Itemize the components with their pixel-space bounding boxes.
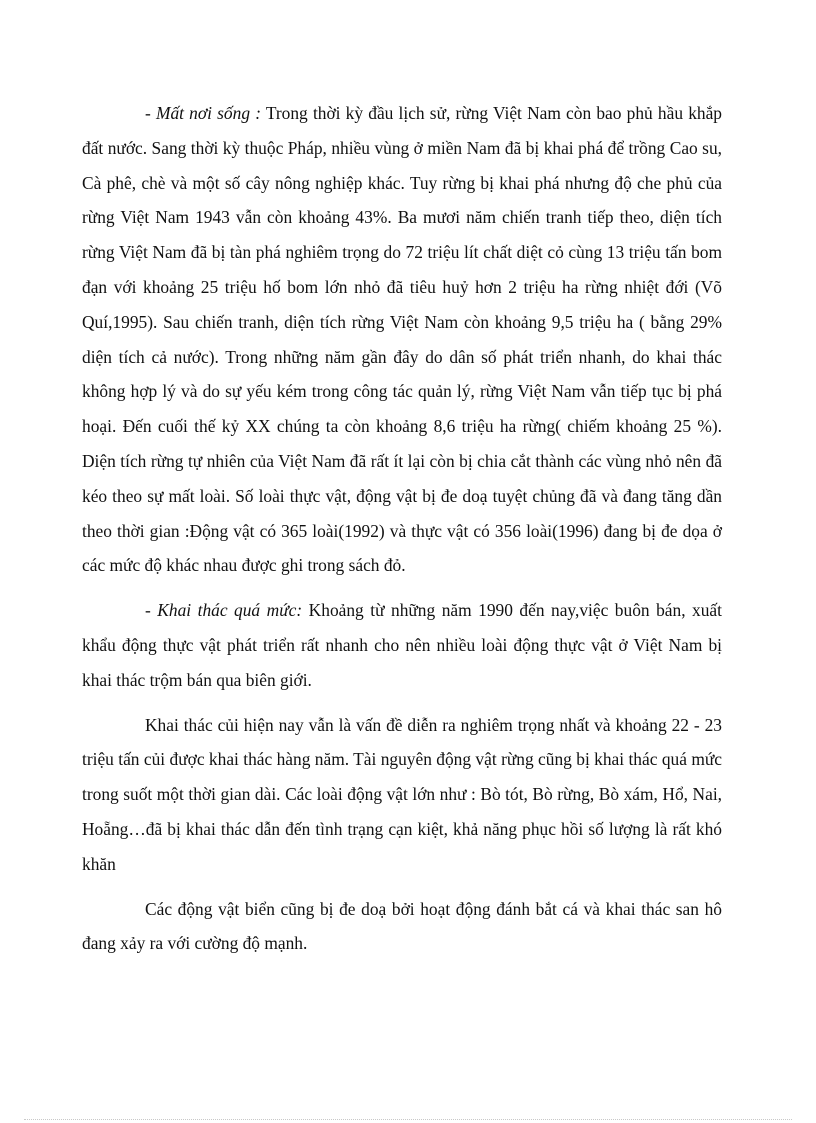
- paragraph-lead-habitat-loss: - Mất nơi sống :: [145, 103, 261, 123]
- paragraph-lead-overexploitation: - Khai thác quá mức:: [145, 600, 303, 621]
- page-bottom-divider: [24, 1119, 792, 1120]
- document-page: [82, 96, 722, 961]
- paragraph-marine: Các động vật biển cũng bị đe doạ bởi hoạt động đánh bắt cá và khai thác san hô đang xảy ra với cường độ mạnh.: [82, 898, 722, 954]
- paragraph-body-habitat-loss: Trong thời kỳ đầu lịch sử, rừng Việt Nam còn bao phủ hầu khắp đất nước. Sang thời kỳ thuộc Pháp, nhiều vùng ở miền Nam đã bị khai phá để trồng Cao su, Cà phê, chè và một số cây nông nghiệp khác. Tuy rừng bị khai phá nhưng độ che phủ của rừng Việt Nam 1943 vẫn còn khoảng 43%. Ba mươi năm chiến tranh tiếp theo, diện tích rừng Việt Nam đã bị tàn phá nghiêm trọng do 72 triệu lít chất diệt cỏ cùng 13 triệu tấn bom đạn với khoảng 25 triệu hố bom lớn nhỏ đã tiêu huỷ hơn 2 triệu ha rừng nhiệt đới (Võ Quí,1995). Sau chiến tranh, diện tích rừng Việt Nam còn khoảng 9,5 triệu ha ( bằng 29% diện tích cả nước). Trong những năm gần đây do dân số phát triển nhanh, do khai thác không hợp lý và do sự yếu kém trong công tác quản lý, rừng Việt Nam vẫn tiếp tục bị phá hoại. Đến cuối thế kỷ XX chúng ta còn khoảng 8,6 triệu ha rừng( chiếm khoảng 25 %). Diện tích rừng tự nhiên của Việt Nam đã rất ít lại còn bị chia cắt thành các vùng nhỏ nên đã kéo theo sự mất loài. Số loài thực vật, động vật bị đe doạ tuyệt chủng đã và đang tăng dần theo thời gian :Động vật có 365 loài(1992) và thực vật có 356 loài(1996) đang bị đe dọa ở các mức độ khác nhau được ghi trong sách đỏ.: [82, 103, 723, 576]
- paragraph-habitat-loss: [82, 96, 722, 583]
- paragraph-overexploitation: [82, 593, 722, 697]
- paragraph-firewood: Khai thác củi hiện nay vẫn là vấn đề diễn ra nghiêm trọng nhất và khoảng 22 - 23 triệu tấn củi được khai thác hàng năm. Tài nguyên động vật rừng cũng bị khai thác quá mức trong suốt một thời gian dài. Các loài động vật lớn như : Bò tót, Bò rừng, Bò xám, Hổ, Nai, Hoẵng…đã bị khai thác dẫn đến tình trạng cạn kiệt, khả năng phục hồi số lượng là rất khó khăn: [82, 714, 722, 874]
- paragraph-body-overexploitation: Khoảng từ những năm 1990 đến nay,việc buôn bán, xuất khẩu động thực vật phát triển rất nhanh cho nên nhiều loài động thực vật ở Việt Nam bị khai thác trộm bán qua biên giới.: [82, 600, 722, 690]
